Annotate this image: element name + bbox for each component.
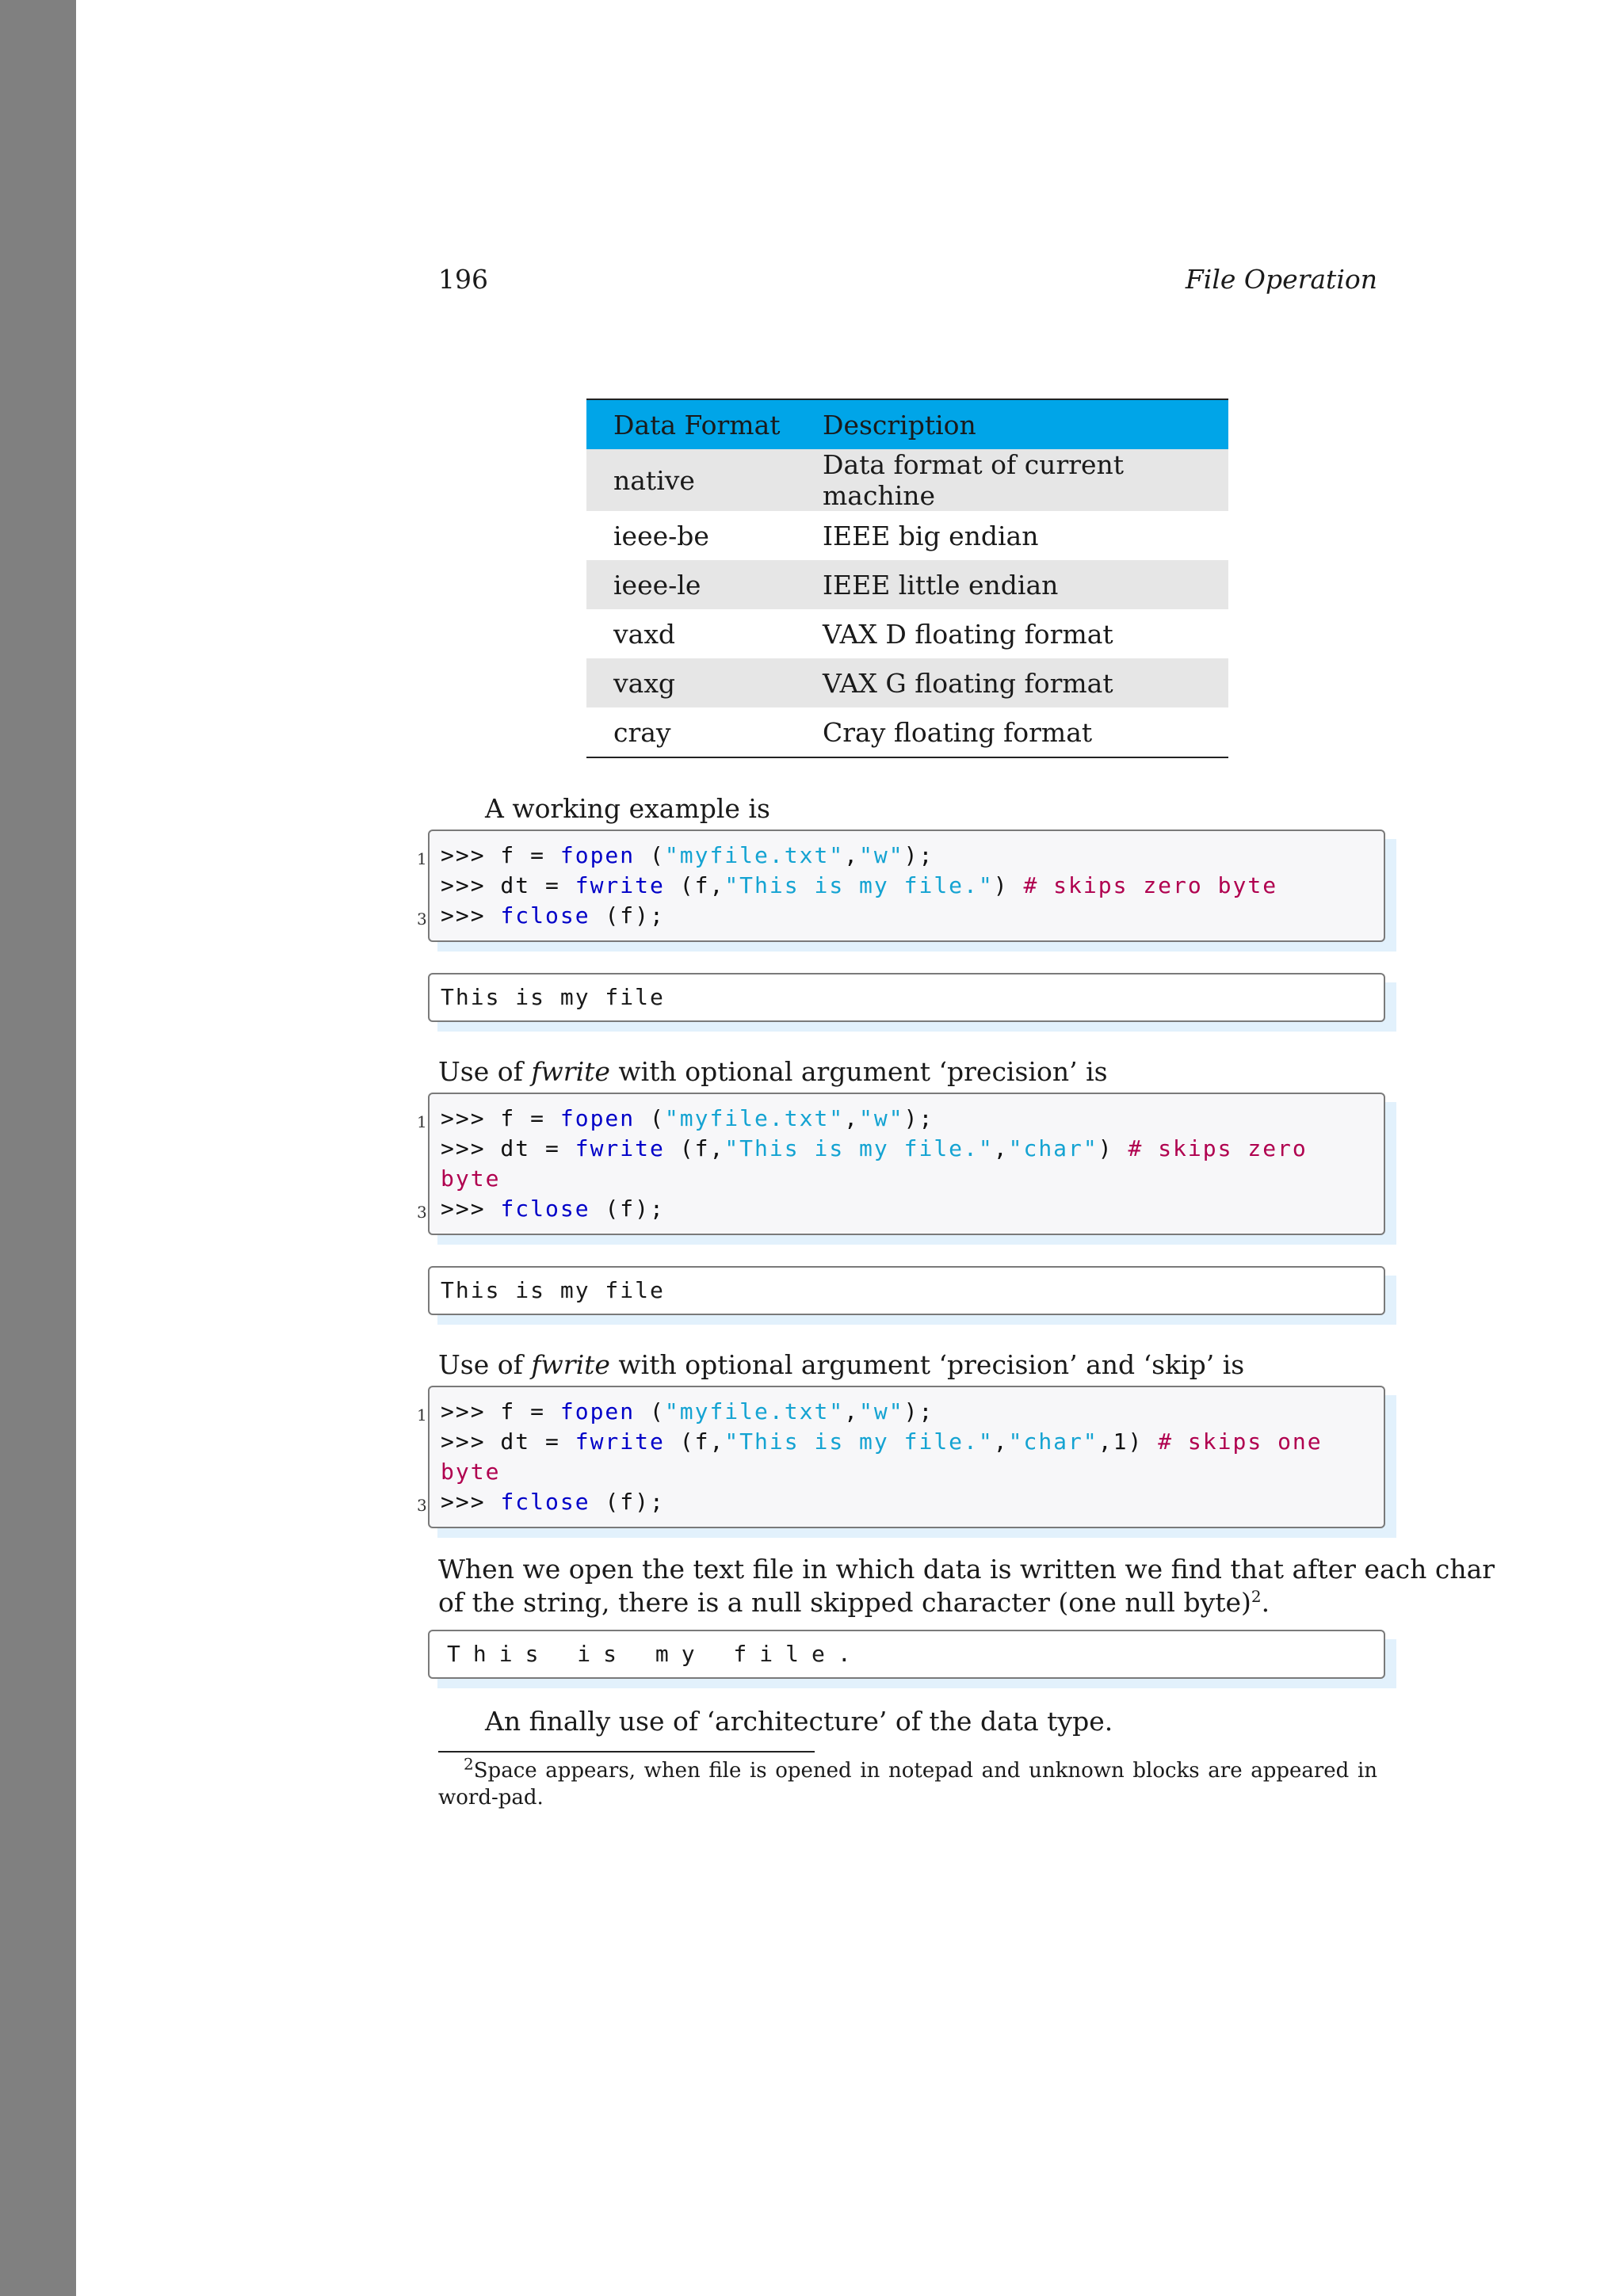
architecture-paragraph: An finally use of ‘architecture’ of the data type. — [485, 1706, 1113, 1737]
table-cell: ieee-le — [586, 560, 796, 609]
output-text: This is my file — [441, 984, 665, 1010]
line-number: 1 — [417, 1405, 427, 1425]
table-row — [586, 609, 1228, 658]
null-byte-paragraph: When we open the text file in which data is written we find that after each char of the string, there is a null skipped character (one null byte)$^2$. — [438, 1554, 1495, 1618]
table-cell: VAX G floating format — [796, 658, 1228, 707]
table-cell: native — [586, 449, 796, 511]
footnote-text: Space appears, when file is opened in notepad and unknown blocks are appeared in word-pad. — [438, 1759, 1377, 1810]
string-literal: "This is my file." — [724, 872, 994, 898]
footnote — [438, 1754, 1377, 1811]
code-line: 3 >>> fclose (f); — [441, 901, 1384, 931]
code-comment: # skips zero — [1128, 1135, 1308, 1161]
footnote-rule — [438, 1751, 815, 1753]
table-row — [586, 560, 1228, 609]
precision-skip-paragraph: Use of fwrite with optional argument ‘precision’ and ‘skip’ is — [438, 1349, 1245, 1380]
code-box — [417, 1386, 1385, 1528]
code-line: >>> dt = fwrite (f,"This is my file.") # skips zero byte — [441, 872, 1278, 898]
function-name: fopen — [559, 1398, 636, 1425]
table-cell: cray — [586, 707, 796, 757]
code-comment: byte — [441, 1459, 501, 1485]
table-cell: ieee-be — [613, 520, 709, 551]
fwrite-term: fwrite — [531, 1349, 610, 1380]
code-comment: # skips one — [1158, 1428, 1323, 1455]
table-cell: VAX D floating format — [823, 618, 1113, 650]
string-literal: "myfile.txt" — [664, 1398, 845, 1425]
string-literal: "w" — [859, 1105, 904, 1131]
output-box-1 — [428, 973, 1385, 1022]
table-cell: Cray floating format — [796, 707, 1228, 757]
function-name: fwrite — [575, 1135, 665, 1161]
running-title: File Operation — [1185, 264, 1377, 295]
table-cell: vaxg — [586, 658, 796, 707]
function-name: fopen — [559, 1105, 636, 1131]
code-line: >>> dt = fwrite (f,"This is my file.","char") # skips zero — [441, 1135, 1308, 1161]
string-literal: "myfile.txt" — [664, 842, 845, 868]
table-row — [586, 707, 1228, 757]
string-literal: "w" — [859, 1398, 904, 1425]
code-listing-3 — [417, 1386, 1385, 1528]
output-text: This is my file. — [447, 1641, 864, 1667]
string-literal: "char" — [1008, 1428, 1098, 1455]
code-box — [417, 1093, 1385, 1235]
code-line: 3 >>> fclose (f); — [441, 1194, 1384, 1224]
function-name: fclose — [500, 902, 590, 929]
table-header-row — [586, 399, 1228, 449]
intro-paragraph: A working example is — [485, 793, 770, 824]
output-box — [428, 973, 1385, 1022]
string-literal: "This is my file." — [724, 1428, 994, 1455]
precision-paragraph: Use of fwrite with optional argument ‘precision’ is — [438, 1056, 1108, 1087]
function-name: fopen — [559, 842, 636, 868]
code-listing-1 — [417, 830, 1385, 942]
table-cell: IEEE little endian — [796, 560, 1228, 609]
footnote-number: 2 — [464, 1754, 474, 1774]
code-line — [441, 1164, 1384, 1194]
code-line: 1 >>> f = fopen ("myfile.txt","w"); — [441, 841, 1384, 871]
code-comment: byte — [441, 1165, 501, 1192]
page-margin-strip — [0, 0, 76, 2296]
data-format-table — [586, 399, 1228, 758]
column-header: Description — [796, 399, 1228, 449]
line-number: 1 — [417, 1112, 427, 1131]
table-cell: vaxd — [613, 618, 676, 650]
code-line: 1 >>> f = fopen ("myfile.txt","w"); — [441, 1397, 1384, 1427]
line-number: 3 — [417, 1203, 427, 1222]
output-box — [428, 1630, 1385, 1679]
output-box-3 — [428, 1630, 1385, 1679]
line-number: 3 — [417, 1496, 427, 1515]
code-line: 3 >>> fclose (f); — [441, 1487, 1384, 1517]
output-box — [428, 1266, 1385, 1315]
output-text: This is my file — [441, 1277, 665, 1303]
string-literal: "This is my file." — [724, 1135, 994, 1161]
code-line — [441, 1457, 1384, 1487]
function-name: fwrite — [575, 872, 665, 898]
code-comment: # skips zero byte — [1023, 872, 1278, 898]
table-row — [586, 511, 1228, 560]
line-number: 1 — [417, 849, 427, 868]
code-line: 1 >>> f = fopen ("myfile.txt","w"); — [441, 1104, 1384, 1134]
function-name: fclose — [500, 1196, 590, 1222]
footnote-marker: 2 — [1251, 1587, 1262, 1606]
fwrite-term: fwrite — [531, 1056, 610, 1087]
table-row — [586, 658, 1228, 707]
page-number: 196 — [438, 264, 488, 295]
string-literal: "char" — [1008, 1135, 1098, 1161]
string-literal: "myfile.txt" — [664, 1105, 845, 1131]
column-header: Data Format — [586, 399, 796, 449]
code-listing-2 — [417, 1093, 1385, 1235]
code-box — [417, 830, 1385, 942]
output-box-2 — [428, 1266, 1385, 1315]
table-cell: IEEE big endian — [823, 520, 1039, 551]
line-number: 3 — [417, 910, 427, 929]
string-literal: "w" — [859, 842, 904, 868]
function-name: fclose — [500, 1489, 590, 1515]
table-cell: Data format of current machine — [796, 449, 1228, 511]
table-row — [586, 449, 1228, 511]
function-name: fwrite — [575, 1428, 665, 1455]
code-line: >>> dt = fwrite (f,"This is my file.","char",1) # skips one — [441, 1428, 1323, 1455]
